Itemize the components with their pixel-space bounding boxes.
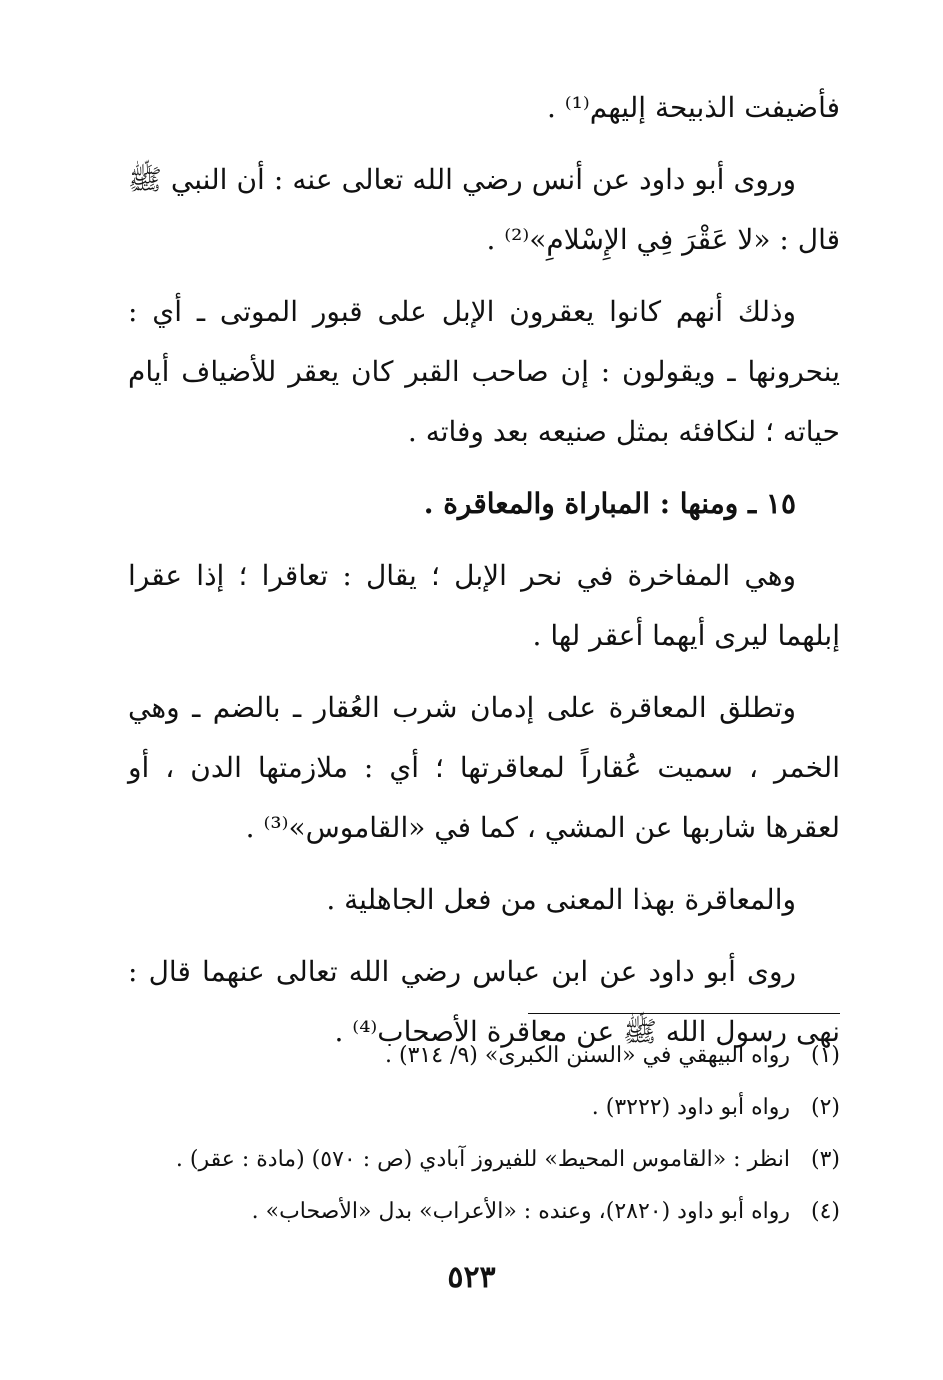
footnote-number: (٤) [810, 1199, 840, 1224]
footnote-number: (٣) [810, 1147, 840, 1172]
footnote-text: انظر : «القاموس المحيط» للفيروز آبادي (ص : ٥٧٠) (مادة : عقر) . [175, 1147, 790, 1172]
footnote-text: رواه البيهقي في «السنن الكبرى» (٩/ ٣١٤) . [385, 1043, 790, 1068]
main-text [128, 78, 840, 1074]
paragraph: وتطلق المعاقرة على إدمان شرب العُقار ـ بالضم ـ وهي الخمر ، سميت عُقاراً لمعاقرتها ؛ أي : ملازمتها الدن ، أو لعقرها شاربها عن المشي ، كما في «القاموس»⁽³⁾ . [128, 691, 840, 844]
footnote-item [128, 1030, 840, 1082]
footnote-item [128, 1082, 840, 1134]
page-number: ٥٢٣ [447, 1260, 496, 1295]
paragraph: والمعاقرة بهذا المعنى من فعل الجاهلية . [326, 883, 796, 916]
footnote-item [128, 1186, 840, 1238]
footnotes [128, 1030, 840, 1238]
paragraph: فأضيفت الذبيحة إليهم⁽¹⁾ . [546, 91, 840, 124]
footnote-number: (١) [810, 1043, 840, 1068]
paragraph: وهي المفاخرة في نحر الإبل ؛ يقال : تعاقرا ؛ إذا عقرا إبلهما ليرى أيهما أعقر لها . [128, 559, 840, 652]
footnote-text: رواه أبو داود (٢٨٢٠)، وعنده : «الأعراب» بدل «الأصحاب» . [251, 1199, 790, 1224]
section-heading: ١٥ ـ ومنها : المباراة والمعاقرة . [423, 487, 796, 520]
footnote-divider [528, 1013, 840, 1014]
paragraph: وروى أبو داود عن أنس رضي الله تعالى عنه : أن النبي ﷺ قال : «لا عَقْرَ فِي الإِسْلامِ»⁽²⁾ . [128, 163, 840, 256]
footnote-item [128, 1134, 840, 1186]
footnote-text: رواه أبو داود (٣٢٢٢) . [591, 1095, 790, 1120]
paragraph: روى أبو داود عن ابن عباس رضي الله تعالى عنهما قال : نهى رسول الله ﷺ عن معاقرة الأصحاب⁽⁴⁾ . [128, 955, 840, 1048]
footnote-number: (٢) [810, 1095, 840, 1120]
paragraph: وذلك أنهم كانوا يعقرون الإبل على قبور الموتى ـ أي : ينحرونها ـ ويقولون : إن صاحب القبر كان يعقر للأضياف أيام حياته ؛ لنكافئه بمثل صنيعه بعد وفاته . [128, 295, 840, 448]
